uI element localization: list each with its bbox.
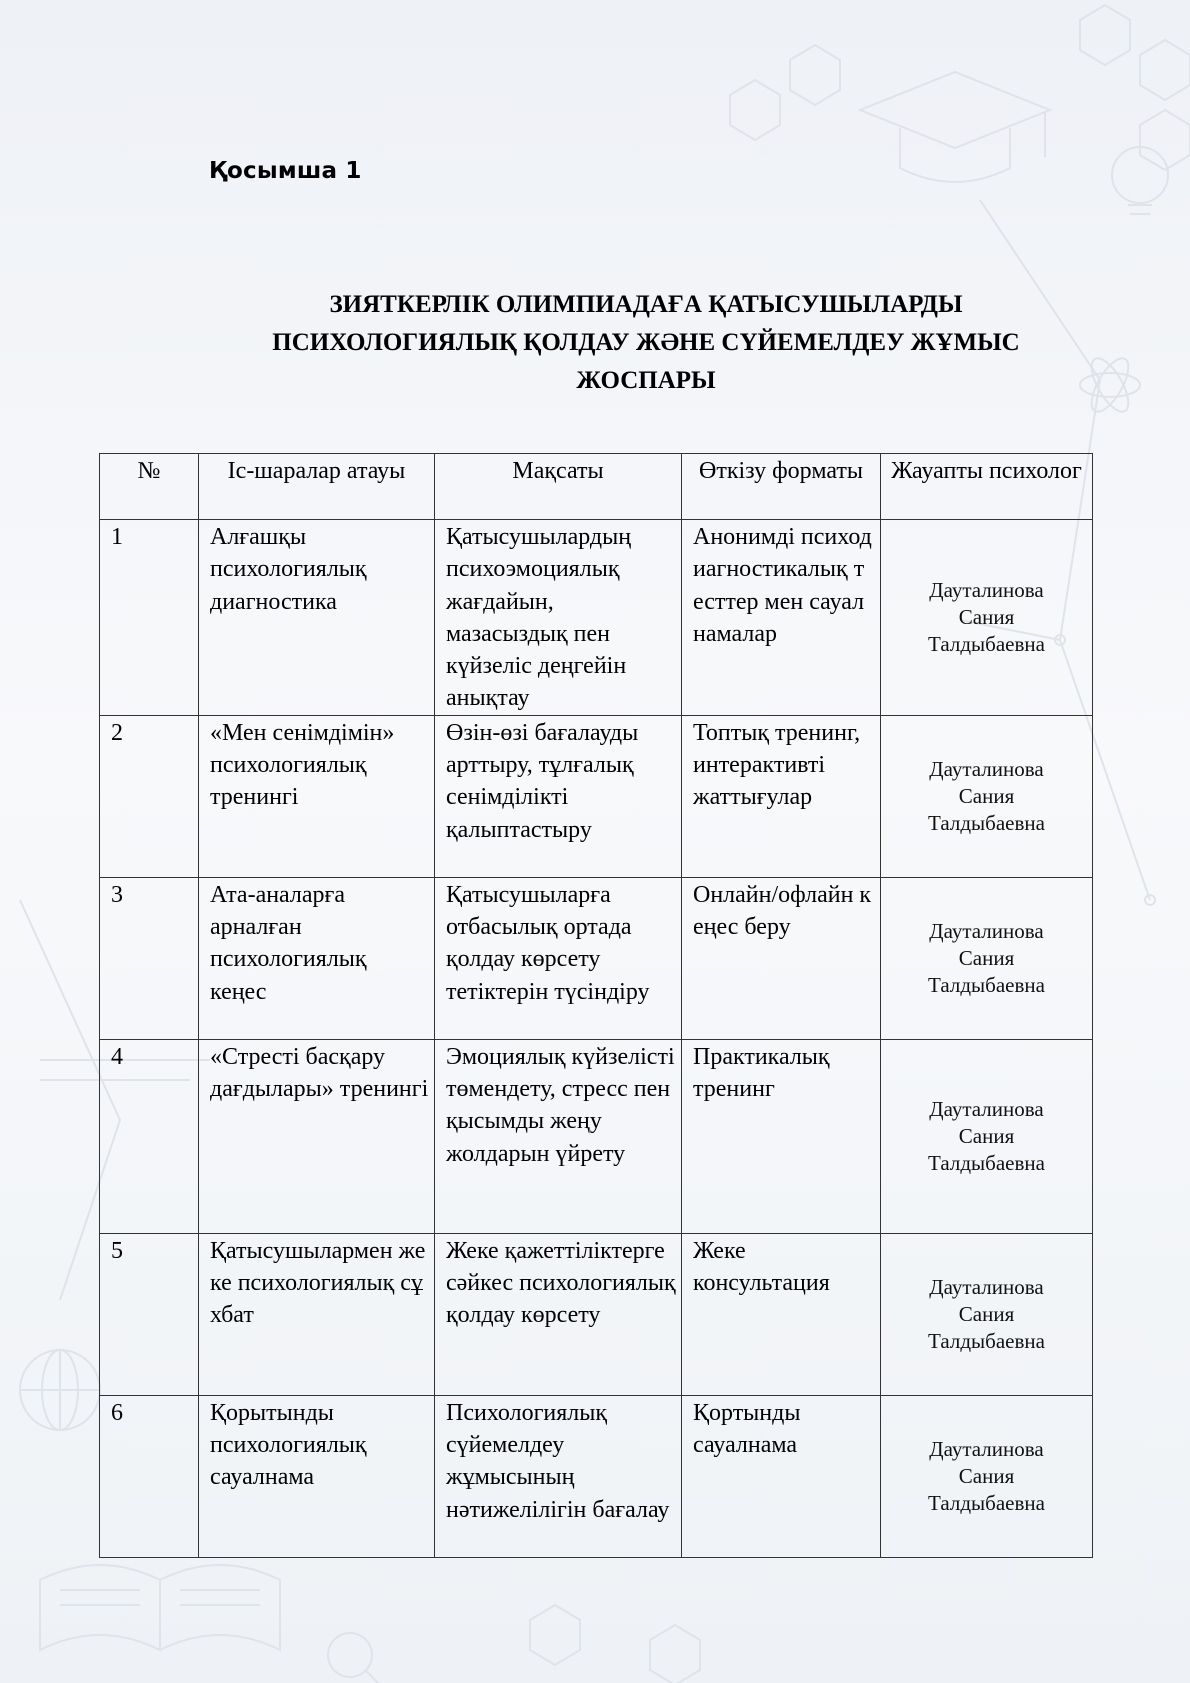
responsible-surname: Дауталинова: [929, 1436, 1044, 1461]
responsible-name: Сания: [958, 1463, 1015, 1488]
format-cell: Анонимді психодиагностикалық тесттер мен сауалнамалар: [682, 520, 881, 716]
goal-cell: Өзін-өзі бағалауды арттыру, тұлғалық сенімділікті қалыптастыру: [435, 715, 682, 877]
responsible-patronymic: Талдыбаевна: [928, 1490, 1045, 1515]
table-row: [100, 877, 1093, 1039]
responsible-surname: Дауталинова: [929, 577, 1044, 602]
event-name-cell: «Мен сенімдімін» психологиялық тренингі: [199, 715, 435, 877]
responsible-name: Сания: [958, 783, 1015, 808]
row-number: 4: [100, 1039, 199, 1233]
header-format: Өткізу форматы: [682, 454, 881, 520]
responsible-name: Сания: [958, 1301, 1015, 1326]
responsible-cell: [881, 1233, 1093, 1395]
header-event-name: Іс-шаралар атауы: [199, 454, 435, 520]
header-responsible: Жауапты психолог: [881, 454, 1093, 520]
title-line-3: ЖОСПАРЫ: [576, 367, 716, 394]
goal-cell: Жеке қажеттіліктерге сәйкес психологиялық қолдау көрсету: [435, 1233, 682, 1395]
row-number: 1: [100, 520, 199, 716]
responsible-cell: [881, 877, 1093, 1039]
table-row: [100, 520, 1093, 716]
row-number: 5: [100, 1233, 199, 1395]
row-number: 2: [100, 715, 199, 877]
table-row: [100, 1233, 1093, 1395]
event-name-cell: Қорытынды психологиялық сауалнама: [199, 1395, 435, 1557]
responsible-name: Сания: [958, 604, 1015, 629]
work-plan-table: [99, 453, 1093, 1558]
responsible-patronymic: Талдыбаевна: [928, 1150, 1045, 1175]
header-number: №: [100, 454, 199, 520]
responsible-cell: [881, 715, 1093, 877]
responsible-surname: Дауталинова: [929, 1274, 1044, 1299]
responsible-name: Сания: [958, 945, 1015, 970]
responsible-surname: Дауталинова: [929, 756, 1044, 781]
goal-cell: Қатысушыларға отбасылық ортада қолдау көрсету тетіктерін түсіндіру: [435, 877, 682, 1039]
table-row: [100, 1395, 1093, 1557]
title-line-1: ЗИЯТКЕРЛІК ОЛИМПИАДАҒА ҚАТЫСУШЫЛАРДЫ: [329, 291, 963, 318]
title-line-2: ПСИХОЛОГИЯЛЫҚ ҚОЛДАУ ЖӘНЕ СҮЙЕМЕЛДЕУ ЖҰМЫС: [272, 329, 1020, 356]
table-row: [100, 1039, 1093, 1233]
goal-cell: Эмоциялық күйзелісті төмендету, стресс пен қысымды жеңу жолдарын үйрету: [435, 1039, 682, 1233]
table-row: [100, 715, 1093, 877]
row-number: 3: [100, 877, 199, 1039]
event-name-cell: «Стресті басқару дағдылары» тренингі: [199, 1039, 435, 1233]
format-cell: Жеке консультация: [682, 1233, 881, 1395]
document-title: [196, 286, 1096, 400]
format-cell: Топтық тренинг, интерактивті жаттығулар: [682, 715, 881, 877]
header-goal: Мақсаты: [435, 454, 682, 520]
appendix-label: Қосымша 1: [209, 158, 362, 184]
responsible-patronymic: Талдыбаевна: [928, 631, 1045, 656]
responsible-name: Сания: [958, 1123, 1015, 1148]
responsible-patronymic: Талдыбаевна: [928, 810, 1045, 835]
responsible-cell: [881, 520, 1093, 716]
responsible-patronymic: Талдыбаевна: [928, 972, 1045, 997]
row-number: 6: [100, 1395, 199, 1557]
responsible-cell: [881, 1395, 1093, 1557]
responsible-cell: [881, 1039, 1093, 1233]
responsible-surname: Дауталинова: [929, 918, 1044, 943]
format-cell: Қортынды сауалнама: [682, 1395, 881, 1557]
format-cell: Практикалық тренинг: [682, 1039, 881, 1233]
event-name-cell: Ата-аналарға арналған психологиялық кеңес: [199, 877, 435, 1039]
goal-cell: Психологиялық сүйемелдеу жұмысының нәтижелілігін бағалау: [435, 1395, 682, 1557]
event-name-cell: Алғашқы психологиялық диагностика: [199, 520, 435, 716]
table-header-row: [100, 454, 1093, 520]
goal-cell: Қатысушылардың психоэмоциялық жағдайын, мазасыздық пен күйзеліс деңгейін анықтау: [435, 520, 682, 716]
responsible-patronymic: Талдыбаевна: [928, 1328, 1045, 1353]
event-name-cell: Қатысушылармен жеке психологиялық сұхбат: [199, 1233, 435, 1395]
format-cell: Онлайн/офлайн кеңес беру: [682, 877, 881, 1039]
responsible-surname: Дауталинова: [929, 1096, 1044, 1121]
